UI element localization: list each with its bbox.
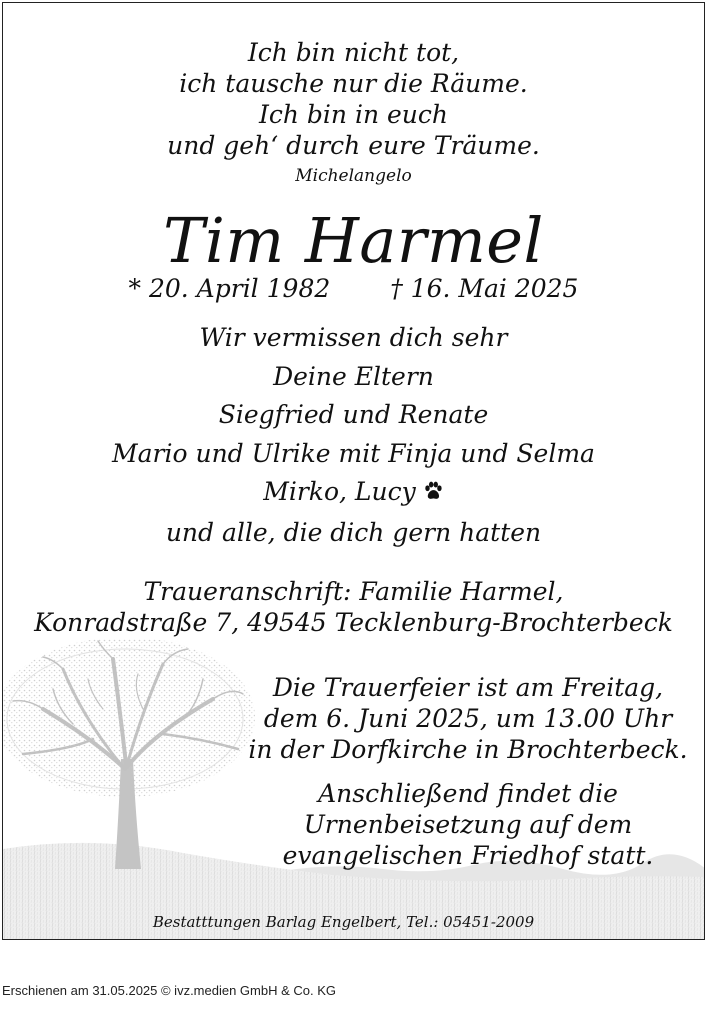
- address-line: Traueranschrift: Familie Harmel,: [143, 577, 564, 606]
- mourners-line: [3, 473, 704, 514]
- ceremony-line: Die Trauerfeier ist am Freitag,: [272, 673, 664, 702]
- birth-date: * 20. April 1982: [128, 274, 331, 303]
- poem-line: ich tausche nur die Räume.: [179, 69, 528, 98]
- mourners-line: Wir vermissen dich sehr: [199, 323, 508, 352]
- mourners-line: Mario und Ulrike mit Finja und Selma: [112, 438, 595, 468]
- ceremony-line: dem 6. Juni 2025, um 13.00 Uhr: [263, 704, 673, 733]
- paw-icon: [422, 475, 444, 514]
- obituary-frame: [2, 2, 705, 940]
- poem: [3, 37, 704, 161]
- poem-line: Ich bin nicht tot,: [247, 38, 460, 67]
- mourners-line: Siegfried und Renate: [218, 400, 489, 429]
- death-date: † 16. Mai 2025: [390, 274, 579, 303]
- poem-author: Michelangelo: [295, 166, 412, 186]
- mourners-pets: Mirko, Lucy: [263, 477, 416, 506]
- burial-line: Urnenbeisetzung auf dem: [303, 810, 633, 839]
- deceased-name: Tim Harmel: [163, 204, 544, 277]
- ceremony-line: in der Dorfkirche in Brochterbeck.: [248, 735, 688, 764]
- burial-info: [243, 778, 693, 871]
- mourners-line: und alle, die dich gern hatten: [165, 517, 542, 547]
- ceremony-info: [243, 672, 693, 765]
- address-line: Konradstraße 7, 49545 Tecklenburg-Brochterbeck: [34, 608, 673, 637]
- mourners-list: [3, 319, 704, 552]
- mourning-address: [3, 576, 704, 638]
- burial-line: Anschließend findet die: [318, 779, 618, 808]
- life-dates: [3, 274, 704, 303]
- poem-line: Ich bin in euch: [258, 100, 448, 129]
- mourners-line: Deine Eltern: [273, 361, 434, 391]
- poem-line: und geh‘ durch eure Träume.: [167, 131, 540, 160]
- burial-line: evangelischen Friedhof statt.: [282, 841, 654, 870]
- undertaker-contact: Bestatttungen Barlag Engelbert, Tel.: 05451-2009: [152, 913, 535, 931]
- publication-footer: Erschienen am 31.05.2025 © ivz.medien GmbH & Co. KG: [2, 983, 337, 998]
